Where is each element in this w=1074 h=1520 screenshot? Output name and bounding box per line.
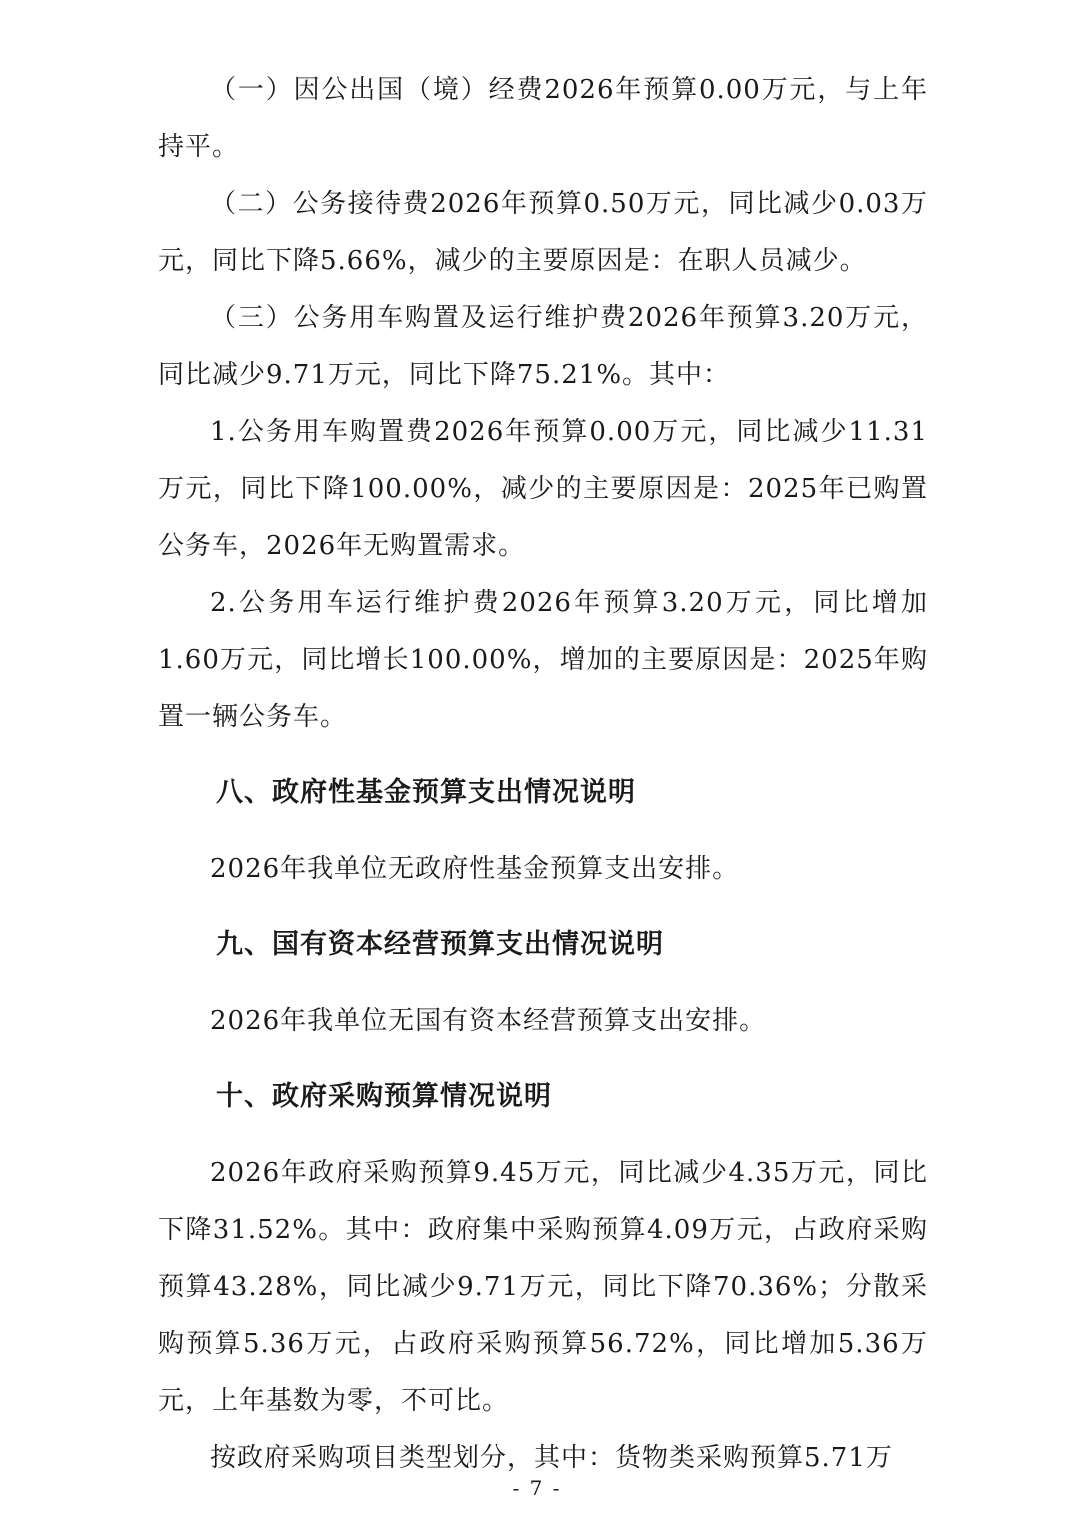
paragraph-reception-expense: （二）公务接待费2026年预算0.50万元，同比减少0.03万元，同比下降5.66%，减少的主要原因是：在职人员减少。: [158, 189, 928, 276]
paragraph-overseas-expense: （一）因公出国（境）经费2026年预算0.00万元，与上年持平。: [158, 75, 928, 162]
paragraph-state-capital: 2026年我单位无国有资本经营预算支出安排。: [210, 1006, 767, 1036]
paragraph-vehicle-expense: （三）公务用车购置及运行维护费2026年预算3.20万元，同比减少9.71万元，同比下降75.21%。其中：: [158, 303, 928, 390]
paragraph-vehicle-purchase: 1.公务用车购置费2026年预算0.00万元，同比减少11.31万元，同比下降100.00%，减少的主要原因是：2025年已购置公务车，2026年无购置需求。: [158, 417, 928, 561]
paragraph-government-fund: 2026年我单位无政府性基金预算支出安排。: [210, 854, 740, 884]
section-heading-state-capital: 九、国有资本经营预算支出情况说明: [216, 929, 664, 960]
paragraph-procurement-summary: 2026年政府采购预算9.45万元，同比减少4.35万元，同比下降31.52%。其中：政府集中采购预算4.09万元，占政府采购预算43.28%，同比减少9.71万元，同比下降70.36%；分散采购预算5.36万元，占政府采购预算56.72%，同比增加5.36万元，上年基数为零，不可比。: [158, 1158, 928, 1416]
page-number: - 7 -: [512, 1476, 562, 1500]
paragraph-vehicle-maintenance: 2.公务用车运行维护费2026年预算3.20万元，同比增加1.60万元，同比增长100.00%，增加的主要原因是：2025年购置一辆公务车。: [158, 588, 928, 732]
section-heading-procurement: 十、政府采购预算情况说明: [216, 1081, 552, 1112]
paragraph-procurement-type: 按政府采购项目类型划分，其中：货物类采购预算5.71万: [210, 1443, 893, 1473]
section-heading-government-fund: 八、政府性基金预算支出情况说明: [216, 777, 636, 808]
document-page: [158, 62, 928, 1487]
